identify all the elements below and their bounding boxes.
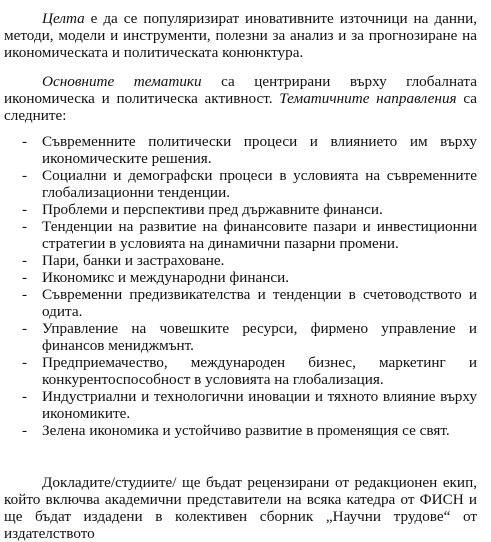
topics-intro-text: са центрирани върху глобалната икономическа и политическа активност. bbox=[4, 73, 477, 107]
list-item bbox=[4, 286, 477, 320]
bullet-dash: - bbox=[22, 167, 28, 184]
bullet-dash: - bbox=[22, 133, 28, 150]
spacer bbox=[4, 439, 477, 474]
list-item bbox=[4, 354, 477, 388]
list-item bbox=[4, 269, 477, 286]
list-item-text: Пари, банки и застраховане. bbox=[42, 252, 225, 269]
list-item bbox=[4, 320, 477, 354]
list-item-text: Предприемачество, международен бизнес, маркетинг и конкурентоспособност в условията на глобализация. bbox=[42, 354, 477, 388]
bullet-dash: - bbox=[22, 252, 28, 269]
spacer bbox=[4, 61, 477, 73]
list-item-text: Съвременните политически процеси и влиянието им върху икономическите решения. bbox=[42, 133, 477, 167]
list-item-text: Управление на човешките ресурси, фирмено управление и финансов мениджмънт. bbox=[42, 320, 477, 354]
topics-list bbox=[4, 133, 477, 439]
list-item bbox=[4, 422, 477, 439]
bullet-dash: - bbox=[22, 320, 28, 337]
list-item bbox=[4, 388, 477, 422]
directions-text: са следните: bbox=[4, 90, 477, 124]
list-item-text: Тенденции на развитие на финансовите пазари и инвестиционни стратегии в условията на динамични пазарни промени. bbox=[42, 218, 477, 252]
list-item bbox=[4, 133, 477, 167]
list-item bbox=[4, 252, 477, 269]
list-item bbox=[4, 167, 477, 201]
list-item-text: Социални и демографски процеси в условията на съвременните глобализационни тенденции. bbox=[42, 167, 477, 201]
goal-paragraph bbox=[4, 10, 477, 61]
bullet-dash: - bbox=[22, 269, 28, 286]
bullet-dash: - bbox=[22, 286, 28, 303]
topics-lead: Основните тематики bbox=[42, 73, 202, 90]
list-item-text: Икономикс и международни финанси. bbox=[42, 269, 289, 286]
bullet-dash: - bbox=[22, 422, 28, 439]
list-item-text: Индустриални и технологични иновации и тяхното влияние върху икономиките. bbox=[42, 388, 477, 422]
list-item-text: Съвременни предизвикателства и тенденции в счетоводството и одита. bbox=[42, 286, 477, 320]
goal-lead: Целта bbox=[42, 10, 85, 27]
topics-intro-paragraph bbox=[4, 73, 477, 124]
review-paragraph: Докладите/студиите/ ще бъдат рецензирани от редакционен екип, който включва академични представители на всяка катедра от ФИСН и ще бъдат издадени в колективен сборник „Научни трудове“ от издателството bbox=[4, 474, 477, 542]
bullet-dash: - bbox=[22, 354, 28, 371]
goal-text: е да се популяризират иновативните източници на данни, методи, модели и инструменти, полезни за анализ и за прогнозиране на икономическата и политическата конюнктура. bbox=[4, 10, 477, 61]
bullet-dash: - bbox=[22, 201, 28, 218]
list-item bbox=[4, 201, 477, 218]
list-item-text: Зелена икономика и устойчиво развитие в променящия се свят. bbox=[42, 422, 450, 439]
document-page bbox=[4, 10, 477, 542]
bullet-dash: - bbox=[22, 218, 28, 235]
list-item bbox=[4, 218, 477, 252]
bullet-dash: - bbox=[22, 388, 28, 405]
directions-lead: Тематичните направления bbox=[279, 90, 457, 107]
list-item-text: Проблеми и перспективи пред държавните финанси. bbox=[42, 201, 383, 218]
